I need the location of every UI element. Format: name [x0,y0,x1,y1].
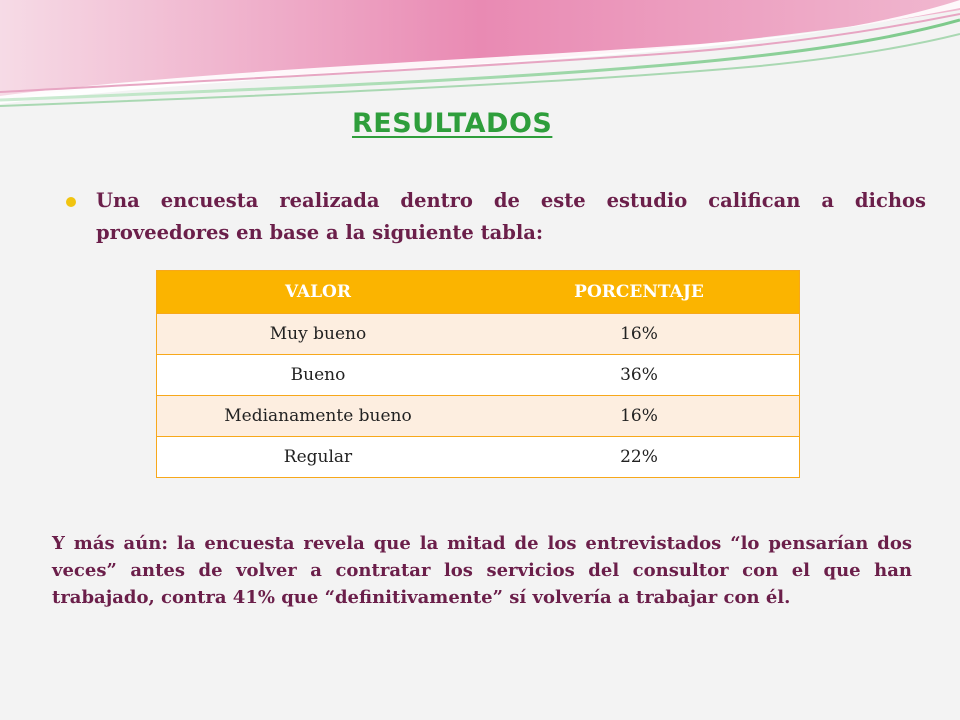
cell-porcentaje: 16% [479,396,799,437]
table-row [157,355,799,396]
conclusion-paragraph: Y más aún: la encuesta revela que la mitad de los entrevistados “lo pensarían dos veces” antes de volver a contratar los servicios del consultor con el que han trabajado, contra 41% que “definitivamente” sí volvería a trabajar con él. [52,533,912,608]
bullet-text: Una encuesta realizada dentro de este estudio califican a dichos proveedores en base a la siguiente tabla: [96,189,926,244]
table-row [157,314,799,355]
cell-porcentaje: 16% [479,314,799,355]
cell-valor: Regular [157,437,479,478]
results-table [157,271,799,477]
table-row [157,437,799,478]
cell-valor: Medianamente bueno [157,396,479,437]
bullet-dot-icon [66,197,76,207]
table-row [157,396,799,437]
page-title: RESULTADOS [352,108,553,139]
cell-valor: Bueno [157,355,479,396]
header-valor: VALOR [157,271,479,314]
table-header-row [157,271,799,314]
cell-valor: Muy bueno [157,314,479,355]
header-porcentaje: PORCENTAJE [479,271,799,314]
bullet-item [66,185,926,249]
cell-porcentaje: 22% [479,437,799,478]
cell-porcentaje: 36% [479,355,799,396]
